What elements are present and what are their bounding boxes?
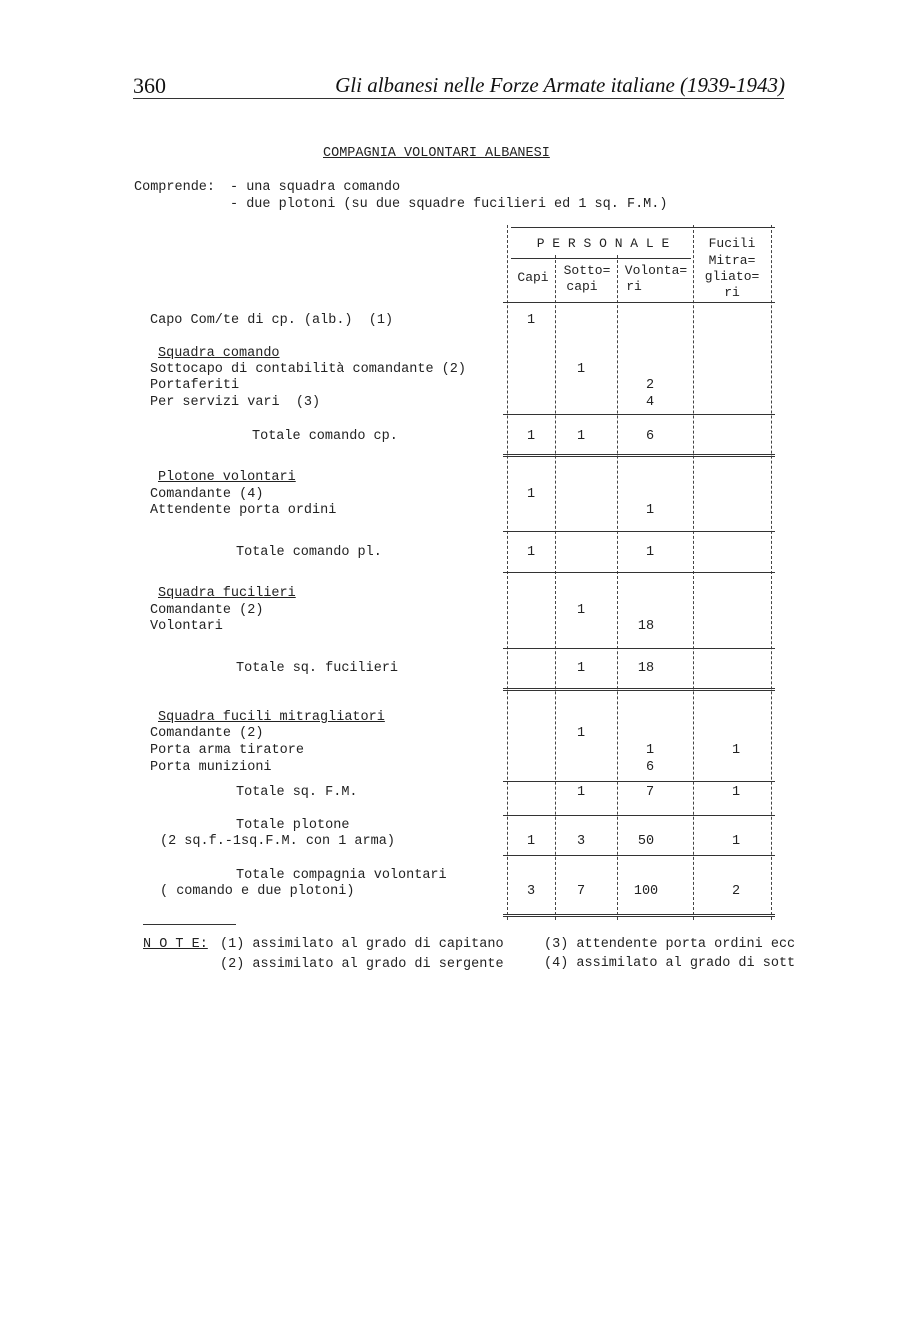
header-fucili: gliato= xyxy=(704,269,760,284)
column-divider xyxy=(555,255,556,920)
section-heading: Squadra comando xyxy=(158,346,280,361)
cell-sottocapi: 1 xyxy=(576,785,586,800)
cell-volontari: 50 xyxy=(637,834,655,849)
cell-sottocapi: 1 xyxy=(576,726,586,741)
cell-capi: 1 xyxy=(526,313,536,328)
row-label: Comandante (2) xyxy=(150,603,264,618)
header-capi: Capi xyxy=(517,270,549,285)
running-title: Gli albanesi nelle Forze Armate italiane (1939-1943) xyxy=(335,73,785,97)
header-fucili: Mitra= xyxy=(708,253,756,268)
footnote-rule xyxy=(143,924,236,925)
total-label: Totale sq. fucilieri xyxy=(236,661,399,676)
personnel-table-grid xyxy=(503,225,775,920)
total-label: Totale comando cp. xyxy=(252,429,398,444)
cell-volontari: 4 xyxy=(645,395,655,410)
section-heading: Squadra fucilieri xyxy=(158,586,296,601)
cell-volontari: 2 xyxy=(645,378,655,393)
row-label: Per servizi vari (3) xyxy=(150,395,321,410)
section-heading: Plotone volontari xyxy=(158,470,296,485)
header-bottom-rule xyxy=(503,302,775,303)
row-rule xyxy=(503,572,775,573)
total-label: Totale plotone xyxy=(236,818,350,833)
cell-volontari: 18 xyxy=(637,619,655,634)
row-rule xyxy=(503,531,775,532)
row-label: Sottocapo di contabilità comandante (2) xyxy=(150,362,466,377)
row-rule xyxy=(503,414,775,415)
row-rule xyxy=(503,688,775,691)
cell-capi: 1 xyxy=(526,429,536,444)
cell-volontari: 100 xyxy=(633,884,659,899)
note-item: (2) assimilato al grado di sergente xyxy=(220,957,504,972)
header-volontari: ri xyxy=(626,279,642,294)
cell-sottocapi: 7 xyxy=(576,884,586,899)
row-label: Volontari xyxy=(150,619,223,634)
section-heading: Squadra fucili mitragliatori xyxy=(158,710,385,725)
table-bottom-rule xyxy=(503,914,775,917)
cell-sottocapi: 1 xyxy=(576,362,586,377)
total-label: (2 sq.f.-1sq.F.M. con 1 arma) xyxy=(160,834,395,849)
cell-fucili: 2 xyxy=(731,884,741,899)
header-volontari: Volonta= xyxy=(624,263,688,278)
header-fucili: ri xyxy=(724,285,740,300)
cell-fucili: 1 xyxy=(731,743,741,758)
row-label: Comandante (4) xyxy=(150,487,264,502)
cell-volontari: 6 xyxy=(645,429,655,444)
row-rule xyxy=(503,855,775,856)
row-label: Capo Com/te di cp. (alb.) (1) xyxy=(150,313,394,328)
note-item: (4) assimilato al grado di sott xyxy=(544,956,796,971)
cell-capi: 1 xyxy=(526,834,536,849)
header-sottocapi: capi xyxy=(566,279,598,294)
cell-sottocapi: 1 xyxy=(576,429,586,444)
row-rule xyxy=(503,815,775,816)
total-label: Totale compagnia volontari xyxy=(236,868,447,883)
row-label: Porta arma tiratore xyxy=(150,743,304,758)
cell-volontari: 6 xyxy=(645,760,655,775)
note-item: (3) attendente porta ordini ecc xyxy=(544,937,796,952)
cell-volontari: 1 xyxy=(645,743,655,758)
row-label: Porta munizioni xyxy=(150,760,272,775)
personale-rule xyxy=(511,258,691,259)
cell-capi: 1 xyxy=(526,545,536,560)
total-label: Totale comando pl. xyxy=(236,545,382,560)
header-personale: P E R S O N A L E xyxy=(536,236,670,251)
header-rule xyxy=(133,98,784,99)
cell-volontari: 1 xyxy=(645,545,655,560)
total-label: Totale sq. F.M. xyxy=(236,785,358,800)
note-item: (1) assimilato al grado di capitano xyxy=(220,937,504,952)
row-label: Portaferiti xyxy=(150,378,240,393)
notes-label: N O T E: xyxy=(143,937,208,952)
comprende-label: Comprende: xyxy=(134,180,216,195)
row-label: Attendente porta ordini xyxy=(150,503,337,518)
header-fucili: Fucili xyxy=(708,236,756,251)
document-title: COMPAGNIA VOLONTARI ALBANESI xyxy=(323,146,550,161)
cell-capi: 1 xyxy=(526,487,536,502)
cell-capi: 3 xyxy=(526,884,536,899)
cell-volontari: 1 xyxy=(645,503,655,518)
cell-sottocapi: 1 xyxy=(576,603,586,618)
page-number: 360 xyxy=(133,73,166,98)
cell-fucili: 1 xyxy=(731,785,741,800)
header-sottocapi: Sotto= xyxy=(563,263,611,278)
row-label: Comandante (2) xyxy=(150,726,264,741)
row-rule xyxy=(503,454,775,457)
comprende-item: - due plotoni (su due squadre fucilieri ed 1 sq. F.M.) xyxy=(230,197,668,212)
total-label: ( comando e due plotoni) xyxy=(160,884,355,899)
table-top-rule xyxy=(511,227,775,228)
cell-volontari: 7 xyxy=(645,785,655,800)
cell-fucili: 1 xyxy=(731,834,741,849)
cell-sottocapi: 3 xyxy=(576,834,586,849)
cell-volontari: 18 xyxy=(637,661,655,676)
comprende-item: - una squadra comando xyxy=(230,180,401,195)
row-rule xyxy=(503,648,775,649)
column-divider xyxy=(617,255,618,920)
row-rule xyxy=(503,781,775,782)
cell-sottocapi: 1 xyxy=(576,661,586,676)
